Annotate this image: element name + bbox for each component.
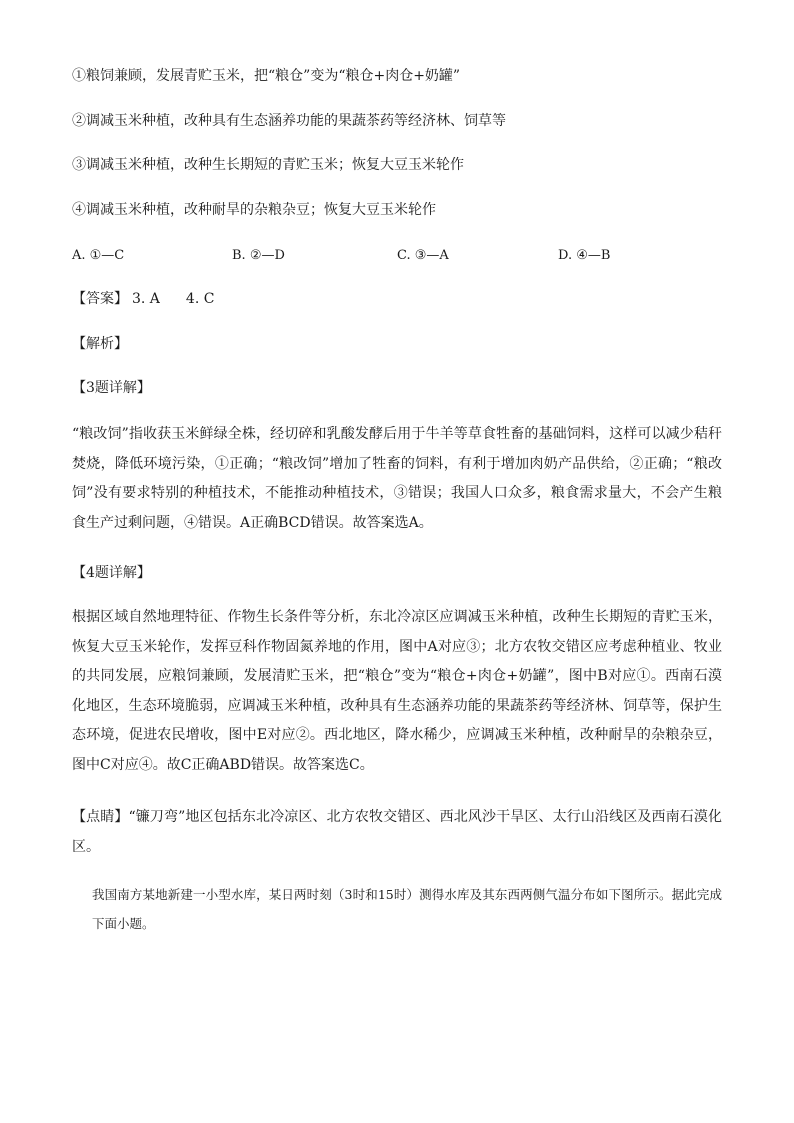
q3-detail-body: “粮改饲”指收获玉米鲜绿全株，经切碎和乳酸发酵后用于牛羊等草食牲畜的基础饲料，这样可以减少秸秆焚烧，降低环境污染，①正确；“粮改饲”增加了牲畜的饲料，有利于增加肉奶产品供给，②正确；“粮改饲”没有要求特别的种植技术，不能推动种植技术，③错误；我国人口众多，粮食需求量大，不会产生粮食生产过剩问题，④错误。A正确BCD错误。故答案选A。 (72, 426, 722, 531)
answer-line (72, 289, 214, 309)
choice-item-4: ④调减玉米种植，改种耐旱的杂粮杂豆；恢复大豆玉米轮作 (72, 202, 436, 218)
option-b: B. ②—D (232, 248, 285, 263)
choice-item-3: ③调减玉米种植，改种生长期短的青贮玉米；恢复大豆玉米轮作 (72, 157, 464, 173)
option-a: A. ①—C (72, 248, 125, 263)
answer-q4: 4. C (185, 291, 215, 307)
q3-detail-heading: 【3题详解】 (72, 380, 151, 396)
choice-item-2: ②调减玉米种植，改种具有生态涵养功能的果蔬茶药等经济林、饲草等 (72, 113, 506, 129)
q4-detail-heading: 【4题详解】 (72, 565, 151, 581)
answer-q3: 3. A (132, 291, 160, 307)
analysis-tag: 【解析】 (72, 336, 128, 352)
next-question-intro: 我国南方某地新建一小型水库，某日两时刻（3时和15时）测得水库及其东西两侧气温分布如下图所示。据此完成下面小题。 (92, 887, 722, 931)
comment-paragraph: 【点睛】“镰刀弯”地区包括东北冷凉区、北方农牧交错区、西北风沙干旱区、太行山沿线区及西南石漠化区。 (72, 809, 722, 855)
q4-detail-body: 根据区域自然地理特征、作物生长条件等分析，东北冷凉区应调减玉米种植，改种生长期短的青贮玉米，恢复大豆玉米轮作，发挥豆科作物固氮养地的作用，图中A对应③；北方农牧交错区应考虑种植业、牧业的共同发展，应粮饲兼顾，发展清贮玉米，把“粮仓”变为“粮仓+肉仓+奶罐”，图中B对应①。西南石漠化地区，生态环境脆弱，应调减玉米种植，改种具有生态涵养功能的果蔬茶药等经济林、饲草等，保护生态环境，促进农民增收，图中E对应②。西北地区，降水稀少，应调减玉米种植，改种耐旱的杂粮杂豆，图中C对应④。故C正确ABD错误。故答案选C。 (72, 609, 722, 773)
option-d: D. ④—B (558, 248, 611, 263)
answer-tag: 【答案】 (72, 291, 128, 307)
option-c: C. ③—A (397, 248, 449, 263)
answer-options (72, 246, 692, 266)
choice-item-1: ①粮饲兼顾，发展青贮玉米，把“粮仓”变为“粮仓+肉仓+奶罐” (72, 68, 461, 84)
